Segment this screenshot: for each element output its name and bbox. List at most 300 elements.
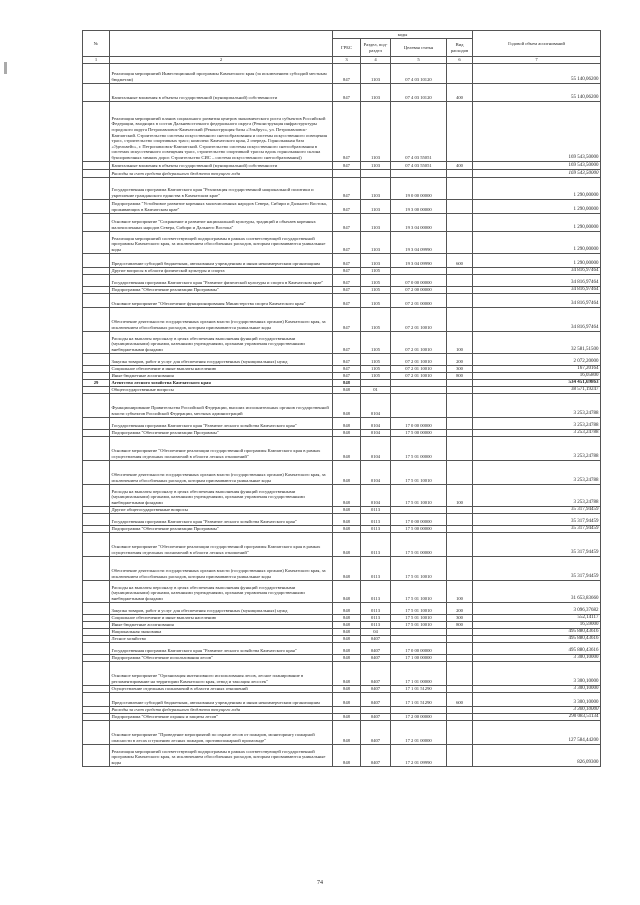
row-name-cell: Реализация мероприятий Инвестиционной программы Камчатского края (за исключением субсидий местным бюджетам): [110, 63, 333, 83]
amount-cell: 31 653,83660: [473, 580, 601, 602]
vid-cell: [447, 513, 473, 525]
page-number: 74: [317, 880, 323, 886]
razdel-cell: 0407: [361, 635, 391, 642]
header-index: 2: [110, 57, 333, 64]
row-number-cell: [83, 580, 110, 602]
row-number-cell: [83, 692, 110, 706]
tselevaya-cell: 19 3 04 09990: [391, 231, 447, 253]
amount-cell: 16,59000: [473, 621, 601, 628]
razdel-cell: 0113: [361, 556, 391, 580]
amount-cell: 34 816,97464: [473, 293, 601, 307]
table-row: [83, 484, 601, 506]
table-row: [83, 628, 601, 635]
row-name-cell: Основное мероприятие "Обеспечение функционирования Министерства спорта Камчатского края": [110, 293, 333, 307]
razdel-cell: 0407: [361, 661, 391, 685]
vid-cell: [447, 386, 473, 393]
row-number-cell: [83, 525, 110, 532]
grbs-cell: 848: [333, 692, 361, 706]
vid-cell: [447, 436, 473, 460]
table-row: [83, 635, 601, 642]
amount-cell: 2 072,20000: [473, 353, 601, 365]
row-name-cell: Подпрограмма "Обеспечение использования лесов": [110, 654, 333, 661]
table-row: [83, 286, 601, 293]
amount-cell: 1 290,00000: [473, 253, 601, 267]
table-row: [83, 744, 601, 766]
razdel-cell: 0407: [361, 744, 391, 766]
table-row: [83, 580, 601, 602]
razdel-cell: 1105: [361, 353, 391, 365]
razdel-cell: 1103: [361, 63, 391, 83]
vid-cell: 600: [447, 692, 473, 706]
tselevaya-cell: 07 4 03 55051: [391, 101, 447, 161]
header-name: [110, 31, 333, 57]
row-number-cell: [83, 635, 110, 642]
row-name-cell: Национальная экономика: [110, 628, 333, 635]
row-number-cell: [83, 253, 110, 267]
amount-cell: 16,05800: [473, 372, 601, 379]
grbs-cell: 847: [333, 293, 361, 307]
tselevaya-cell: 17 5 01 10010: [391, 614, 447, 621]
razdel-cell: 01: [361, 386, 391, 393]
razdel-cell: 1103: [361, 253, 391, 267]
row-number-cell: [83, 213, 110, 231]
table-row: [83, 602, 601, 614]
row-number-cell: [83, 621, 110, 628]
row-number-cell: [83, 744, 110, 766]
tselevaya-cell: 19 3 00 00000: [391, 199, 447, 213]
row-name-cell: Функционирование Правительства Российской Федерации, высших исполнительных органов государственной власти субъектов Российской Федерации, местных администраций: [110, 393, 333, 417]
budget-table-sheet: [82, 30, 600, 767]
scan-edge-mark: [4, 62, 7, 74]
grbs-cell: 848: [333, 621, 361, 628]
tselevaya-cell: [391, 706, 447, 713]
amount-cell: 35 317,94459: [473, 532, 601, 556]
vid-cell: [447, 213, 473, 231]
header-grbs: ГРБС: [333, 39, 361, 57]
amount-cell: 3 253,24788: [473, 460, 601, 484]
tselevaya-cell: 19 3 04 09990: [391, 253, 447, 267]
table-row: [83, 365, 601, 372]
tselevaya-cell: 19 0 00 00000: [391, 177, 447, 199]
amount-cell: 34 816,97464: [473, 307, 601, 331]
razdel-cell: 1105: [361, 307, 391, 331]
table-row: [83, 372, 601, 379]
grbs-cell: 848: [333, 386, 361, 393]
razdel-cell: [361, 169, 391, 177]
amount-cell: 34 816,97464: [473, 267, 601, 274]
table-row: [83, 506, 601, 513]
amount-cell: 3 300,10000: [473, 654, 601, 661]
vid-cell: [447, 720, 473, 744]
vid-cell: [447, 267, 473, 274]
vid-cell: [447, 556, 473, 580]
tselevaya-cell: [391, 267, 447, 274]
row-number-cell: [83, 231, 110, 253]
amount-cell: 3 300,10000: [473, 706, 601, 713]
tselevaya-cell: 17 1 01 51290: [391, 685, 447, 692]
row-name-cell: Реализация мероприятий планов социального развития центров экономического роста субъектов Российской Федерации, входящих в состав Дальневосточного федерального округа (Реконструкция инфраструктуры городского округа Петропавловск-Камчатский (Реконструкция базы «Эльбрус», ул. Петропавловск-Камчатский. Строительство системы искусственного снегообразования и системы искусственного освещения трасс, строительство спортивных трасс; комплекс Камчатского края, 2 очередь. Горнолыжная база «Эдельвейс», г. Петропавловск-Камчатский. Строительство системы искусственного снегообразования в системах искусственного освещения трасс, строительство спортивной трассы вдоль горнолыжного склона буксировочных зимних дорог. Строительство СИС – система искусственного снегообразования)): [110, 101, 333, 161]
table-row: [83, 661, 601, 685]
amount-cell: 169 543,50000: [473, 169, 601, 177]
row-name-cell: Закупка товаров, работ и услуг для обеспечения государственных (муниципальных) нужд: [110, 602, 333, 614]
row-name-cell: Обеспечение деятельности государственных органов власти (государственных органов) Камчатского края, за исключением обособленных расходов, которым присваиваются уникальные коды: [110, 307, 333, 331]
header-codes: коды: [333, 31, 473, 39]
row-number-cell: [83, 506, 110, 513]
vid-cell: 800: [447, 621, 473, 628]
table-row: [83, 293, 601, 307]
vid-cell: [447, 177, 473, 199]
table-row: [83, 417, 601, 429]
row-number-cell: [83, 161, 110, 169]
row-name-cell: Государственная программа Камчатского края "Реализация государственной национальной политики и укрепление гражданского единства в Камчатском крае": [110, 177, 333, 199]
grbs-cell: 848: [333, 513, 361, 525]
table-row: [83, 177, 601, 199]
razdel-cell: 1103: [361, 231, 391, 253]
amount-cell: 169 543,50000: [473, 101, 601, 161]
row-name-cell: Основное мероприятие "Сохранение и развитие национальной культуры, традиций и обычаев коренных малочисленных народов Севера, Сибири и Дальнего Востока": [110, 213, 333, 231]
row-name-cell: Реализация мероприятий соответствующей подпрограммы в рамках соответствующей государственной программы Камчатского края, за исключением обособленных расходов, которым присваиваются уникальные коды: [110, 744, 333, 766]
vid-cell: [447, 307, 473, 331]
row-name-cell: Другие общегосударственные вопросы: [110, 506, 333, 513]
table-row: [83, 642, 601, 654]
grbs-cell: 847: [333, 231, 361, 253]
header-vid: Вид расходов: [447, 39, 473, 57]
grbs-cell: 847: [333, 267, 361, 274]
row-name-cell: Осуществление отдельных полномочий в области лесных отношений: [110, 685, 333, 692]
vid-cell: 100: [447, 580, 473, 602]
vid-cell: [447, 744, 473, 766]
amount-cell: 34 816,97464: [473, 274, 601, 286]
vid-cell: [447, 706, 473, 713]
table-row: [83, 253, 601, 267]
grbs-cell: 848: [333, 532, 361, 556]
grbs-cell: 847: [333, 177, 361, 199]
amount-cell: 35 317,94459: [473, 556, 601, 580]
row-name-cell: Закупка товаров, работ и услуг для обеспечения государственных (муниципальных) нужд: [110, 353, 333, 365]
row-number-cell: [83, 365, 110, 372]
header-num: №: [83, 31, 110, 57]
grbs-cell: 847: [333, 199, 361, 213]
amount-cell: 495 880,43616: [473, 635, 601, 642]
grbs-cell: 848: [333, 417, 361, 429]
amount-cell: 1 290,00000: [473, 231, 601, 253]
razdel-cell: 0113: [361, 614, 391, 621]
razdel-cell: 1103: [361, 101, 391, 161]
row-name-cell: Расходы на выплаты персоналу в целях обеспечения выполнения функций государственными (муниципальными) органами, казенными учреждениями, органами управления государственными внебюджетными фондами: [110, 331, 333, 353]
grbs-cell: 848: [333, 484, 361, 506]
grbs-cell: 847: [333, 213, 361, 231]
row-number-cell: [83, 484, 110, 506]
row-name-cell: Предоставление субсидий бюджетным, автономным учреждениям и иным некоммерческим организациям: [110, 692, 333, 706]
tselevaya-cell: 17 5 01 00000: [391, 436, 447, 460]
grbs-cell: 848: [333, 661, 361, 685]
grbs-cell: 848: [333, 460, 361, 484]
header-index: 7: [473, 57, 601, 64]
tselevaya-cell: 17 2 01 09990: [391, 744, 447, 766]
razdel-cell: 0407: [361, 642, 391, 654]
header-index-row: [83, 57, 601, 64]
table-row: [83, 63, 601, 83]
row-name-cell: Социальное обеспечение и иные выплаты населению: [110, 614, 333, 621]
table-row: [83, 436, 601, 460]
vid-cell: [447, 525, 473, 532]
tselevaya-cell: 07 2 01 10010: [391, 372, 447, 379]
vid-cell: 800: [447, 372, 473, 379]
amount-cell: 3 253,24788: [473, 417, 601, 429]
tselevaya-cell: [391, 169, 447, 177]
vid-cell: [447, 199, 473, 213]
amount-cell: 167,20164: [473, 365, 601, 372]
razdel-cell: 0104: [361, 436, 391, 460]
grbs-cell: 847: [333, 161, 361, 169]
row-number-cell: [83, 101, 110, 161]
vid-cell: 400: [447, 83, 473, 101]
header-index: 5: [391, 57, 447, 64]
razdel-cell: 0104: [361, 460, 391, 484]
grbs-cell: 847: [333, 353, 361, 365]
row-number-cell: [83, 614, 110, 621]
amount-cell: 534 451,69863: [473, 379, 601, 386]
tselevaya-cell: [391, 386, 447, 393]
row-number-cell: [83, 372, 110, 379]
grbs-cell: 848: [333, 628, 361, 635]
row-name-cell: Иные бюджетные ассигнования: [110, 372, 333, 379]
row-name-cell: Основное мероприятие "Обеспечение реализации государственной программы Камчатского края в рамках осуществления отдельных полномочий в области лесных отношений": [110, 532, 333, 556]
tselevaya-cell: [391, 506, 447, 513]
tselevaya-cell: 17 5 01 10010: [391, 556, 447, 580]
tselevaya-cell: 17 5 01 10010: [391, 484, 447, 506]
row-number-cell: [83, 628, 110, 635]
tselevaya-cell: [391, 379, 447, 386]
table-row: [83, 460, 601, 484]
row-name-cell: Общегосударственные вопросы: [110, 386, 333, 393]
tselevaya-cell: 17 0 00 00000: [391, 417, 447, 429]
row-name-cell: Другие вопросы в области физической культуры и спорта: [110, 267, 333, 274]
table-row: [83, 101, 601, 161]
grbs-cell: 847: [333, 331, 361, 353]
table-row: [83, 199, 601, 213]
tselevaya-cell: 07 4 03 10120: [391, 63, 447, 83]
row-name-cell: Обеспечение деятельности государственных органов власти (государственных органов) Камчатского края, за исключением обособленных расходов, которым присваиваются уникальные коды: [110, 556, 333, 580]
row-number-cell: [83, 386, 110, 393]
vid-cell: [447, 532, 473, 556]
row-number-cell: [83, 642, 110, 654]
tselevaya-cell: 07 2 01 10010: [391, 365, 447, 372]
row-name-cell: Подпрограмма "Обеспечение реализации Программы": [110, 525, 333, 532]
table-row: [83, 161, 601, 169]
razdel-cell: 0407: [361, 654, 391, 661]
tselevaya-cell: 17 5 01 10010: [391, 580, 447, 602]
tselevaya-cell: 17 1 01 51290: [391, 692, 447, 706]
row-name-cell: Подпрограмма "Обеспечение охраны и защиты лесов": [110, 713, 333, 720]
table-row: [83, 267, 601, 274]
vid-cell: [447, 169, 473, 177]
amount-cell: 495 880,43616: [473, 642, 601, 654]
vid-cell: [447, 293, 473, 307]
grbs-cell: 847: [333, 83, 361, 101]
vid-cell: [447, 379, 473, 386]
row-number-cell: [83, 293, 110, 307]
amount-cell: 55 140,06200: [473, 83, 601, 101]
row-number-cell: [83, 199, 110, 213]
row-name-cell: Основное мероприятие "Проведение мероприятий по охране лесов от пожаров, мониторингу пожарной опасности в лесах и тушению лесных пожаров, противопожарной пропаганде": [110, 720, 333, 744]
razdel-cell: 1105: [361, 267, 391, 274]
grbs-cell: 847: [333, 372, 361, 379]
table-row: [83, 386, 601, 393]
tselevaya-cell: 07 2 00 00000: [391, 286, 447, 293]
amount-cell: 3 096,37682: [473, 602, 601, 614]
amount-cell: 127 584,44200: [473, 720, 601, 744]
tselevaya-cell: [391, 635, 447, 642]
vid-cell: [447, 231, 473, 253]
row-name-cell: Государственная программа Камчатского края "Развитие физической культуры и спорта в Камчатском крае": [110, 274, 333, 286]
row-number-cell: [83, 706, 110, 713]
razdel-cell: 1103: [361, 213, 391, 231]
table-row: [83, 213, 601, 231]
row-number-cell: [83, 654, 110, 661]
row-name-cell: Государственная программа Камчатского края "Развитие лесного хозяйства Камчатского края": [110, 642, 333, 654]
row-name-cell: Основное мероприятие "Организация интенсивного использования лесов, лесное планирование в регламентирование на территории Камчатского края, отвод и таксация лесосек": [110, 661, 333, 685]
razdel-cell: 1103: [361, 199, 391, 213]
amount-cell: 3 300,10000: [473, 692, 601, 706]
amount-cell: 169 543,50000: [473, 161, 601, 169]
header-index: 3: [333, 57, 361, 64]
row-number-cell: [83, 713, 110, 720]
grbs-cell: 848: [333, 720, 361, 744]
tselevaya-cell: 17 0 00 00000: [391, 642, 447, 654]
razdel-cell: 0104: [361, 417, 391, 429]
grbs-cell: 848: [333, 556, 361, 580]
grbs-cell: 848: [333, 614, 361, 621]
amount-cell: 32 581,51500: [473, 331, 601, 353]
grbs-cell: 847: [333, 307, 361, 331]
table-row: [83, 720, 601, 744]
row-name-cell: Подпрограмма "Обеспечение реализации Программы": [110, 429, 333, 436]
row-name-cell: Капитальные вложения в объекты государственной (муниципальной) собственности: [110, 83, 333, 101]
razdel-cell: 0113: [361, 525, 391, 532]
amount-cell: 495 880,43616: [473, 628, 601, 635]
razdel-cell: 0104: [361, 484, 391, 506]
table-row: [83, 307, 601, 331]
tselevaya-cell: 19 3 04 00000: [391, 213, 447, 231]
grbs-cell: 848: [333, 713, 361, 720]
table-row: [83, 393, 601, 417]
row-name-cell: Обеспечение деятельности государственных органов власти (государственных органов) Камчатского края, за исключением обособленных расходов, которым присваиваются уникальные коды: [110, 460, 333, 484]
amount-cell: 290 083,51134: [473, 713, 601, 720]
tselevaya-cell: 17 5 00 00000: [391, 429, 447, 436]
razdel-cell: 1105: [361, 331, 391, 353]
razdel-cell: 1103: [361, 161, 391, 169]
row-number-cell: [83, 83, 110, 101]
row-name-cell: Расходы за счет средств федерального бюджета текущего года: [110, 706, 333, 713]
amount-cell: 1 290,00000: [473, 213, 601, 231]
row-name-cell: Агентство лесного хозяйства Камчатского края: [110, 379, 333, 386]
row-number-cell: [83, 532, 110, 556]
razdel-cell: 1105: [361, 286, 391, 293]
table-row: [83, 685, 601, 692]
row-name-cell: Реализация мероприятий соответствующей подпрограммы в рамках соответствующей государственной программы Камчатского края, за исключением обособленных расходов, которым присваиваются уникальные коды: [110, 231, 333, 253]
row-number-cell: [83, 331, 110, 353]
header-razdel: Раздел, под-раздел: [361, 39, 391, 57]
header-index: 6: [447, 57, 473, 64]
vid-cell: 300: [447, 614, 473, 621]
razdel-cell: 1105: [361, 293, 391, 307]
amount-cell: 35 317,94459: [473, 513, 601, 525]
razdel-cell: [361, 706, 391, 713]
amount-cell: 35 317,94459: [473, 506, 601, 513]
vid-cell: [447, 713, 473, 720]
table-row: [83, 654, 601, 661]
amount-cell: 3 253,24788: [473, 393, 601, 417]
razdel-cell: 0113: [361, 602, 391, 614]
grbs-cell: 848: [333, 685, 361, 692]
amount-cell: 35 317,94459: [473, 525, 601, 532]
row-name-cell: Расходы на выплаты персоналу в целях обеспечения выполнения функций государственными (муниципальными) органами, казенными учреждениями, органами управления государственными внебюджетными фондами: [110, 484, 333, 506]
vid-cell: [447, 661, 473, 685]
amount-cell: 1 290,00000: [473, 177, 601, 199]
row-number-cell: [83, 177, 110, 199]
grbs-cell: 848: [333, 580, 361, 602]
vid-cell: [447, 63, 473, 83]
razdel-cell: 0407: [361, 685, 391, 692]
row-name-cell: Лесное хозяйство: [110, 635, 333, 642]
tselevaya-cell: 17 5 01 00000: [391, 532, 447, 556]
table-row: [83, 706, 601, 713]
grbs-cell: 848: [333, 642, 361, 654]
table-row: [83, 621, 601, 628]
vid-cell: [447, 635, 473, 642]
table-row: [83, 556, 601, 580]
row-name-cell: Расходы на выплаты персоналу в целях обеспечения выполнения функций государственными (муниципальными) органами, казенными учреждениями, органами управления государственными внебюджетными фондами: [110, 580, 333, 602]
tselevaya-cell: 17 5 01 10010: [391, 602, 447, 614]
grbs-cell: 847: [333, 286, 361, 293]
table-row: [83, 379, 601, 386]
vid-cell: [447, 274, 473, 286]
row-number-cell: [83, 429, 110, 436]
tselevaya-cell: 17 5 00 00000: [391, 525, 447, 532]
vid-cell: [447, 642, 473, 654]
table-row: [83, 513, 601, 525]
tselevaya-cell: 17 5 01 10010: [391, 460, 447, 484]
row-name-cell: Подпрограмма "Обеспечение реализации Программы": [110, 286, 333, 293]
tselevaya-cell: 07 2 01 10010: [391, 331, 447, 353]
grbs-cell: 847: [333, 365, 361, 372]
vid-cell: 200: [447, 602, 473, 614]
table-row: [83, 331, 601, 353]
header-index: 1: [83, 57, 110, 64]
vid-cell: [447, 286, 473, 293]
tselevaya-cell: 07 4 03 55051: [391, 161, 447, 169]
tselevaya-cell: 07 4 03 10120: [391, 83, 447, 101]
row-number-cell: [83, 556, 110, 580]
table-row: [83, 532, 601, 556]
row-number-cell: [83, 353, 110, 365]
grbs-cell: 848: [333, 525, 361, 532]
row-name-cell: Капитальные вложения в объекты государственной (муниципальной) собственности: [110, 161, 333, 169]
table-row: [83, 353, 601, 365]
grbs-cell: 847: [333, 274, 361, 286]
vid-cell: [447, 506, 473, 513]
vid-cell: [447, 654, 473, 661]
amount-cell: 3 253,24788: [473, 484, 601, 506]
row-name-cell: Социальное обеспечение и иные выплаты населению: [110, 365, 333, 372]
amount-cell: 826,09300: [473, 744, 601, 766]
row-number-cell: [83, 602, 110, 614]
tselevaya-cell: 07 2 01 10010: [391, 307, 447, 331]
row-name-cell: Подпрограмма "Устойчивое развитие коренных малочисленных народов Севера, Сибири и Дальнего Востока, проживающих в Камчатском крае": [110, 199, 333, 213]
table-row: [83, 231, 601, 253]
razdel-cell: 1105: [361, 274, 391, 286]
